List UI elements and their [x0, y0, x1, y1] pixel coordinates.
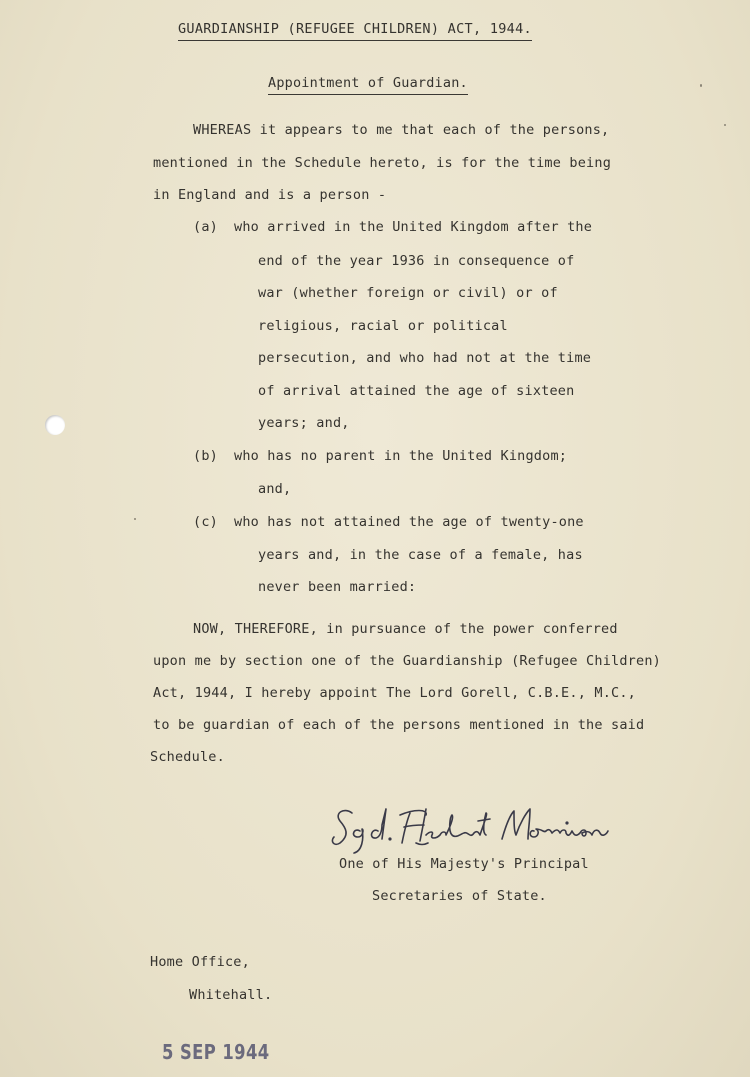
signatory-role-line: Secretaries of State.: [372, 888, 547, 904]
operative-line: to be guardian of each of the persons mentioned in the said: [153, 717, 645, 733]
clause-a-line: war (whether foreign or civil) or of: [258, 285, 558, 301]
address-line: Home Office,: [150, 954, 250, 970]
intro-line: mentioned in the Schedule hereto, is for the time being: [153, 155, 612, 171]
clause-b-marker: (b): [193, 448, 218, 464]
clause-a-line: years; and,: [258, 415, 350, 431]
intro-line: in England and is a person -: [153, 187, 387, 203]
clause-a-marker: (a): [193, 219, 218, 235]
operative-line: NOW, THEREFORE, in pursuance of the power conferred: [193, 621, 618, 637]
date-stamp: 5 SEP 1944: [162, 1040, 270, 1064]
clause-b-line: and,: [258, 481, 292, 497]
clause-a-line: of arrival attained the age of sixteen: [258, 383, 575, 399]
operative-line: Schedule.: [150, 749, 225, 765]
operative-line: Act, 1944, I hereby appoint The Lord Gorell, C.B.E., M.C.,: [153, 685, 637, 701]
paper-speck: [134, 518, 136, 520]
operative-line: upon me by section one of the Guardianship (Refugee Children): [153, 653, 661, 669]
clause-c-line: years and, in the case of a female, has: [258, 547, 583, 563]
clause-c-line: never been married:: [258, 579, 417, 595]
paper-speck: [724, 124, 726, 126]
intro-line: WHEREAS it appears to me that each of the persons,: [193, 122, 610, 138]
clause-a-line: end of the year 1936 in consequence of: [258, 253, 575, 269]
document-title: GUARDIANSHIP (REFUGEE CHILDREN) ACT, 1944.: [178, 23, 532, 41]
clause-a-line: religious, racial or political: [258, 318, 508, 334]
document-subtitle: Appointment of Guardian.: [268, 77, 468, 95]
address-line: Whitehall.: [189, 987, 273, 1003]
clause-c-line: who has not attained the age of twenty-one: [234, 514, 584, 530]
paper-speck: [700, 84, 702, 87]
clause-c-marker: (c): [193, 514, 218, 530]
handwritten-signature: [330, 795, 630, 855]
clause-a-line: persecution, and who had not at the time: [258, 350, 592, 366]
clause-b-line: who has no parent in the United Kingdom;: [234, 448, 568, 464]
signatory-role-line: One of His Majesty's Principal: [339, 856, 589, 872]
punch-hole: [45, 415, 65, 435]
clause-a-line: who arrived in the United Kingdom after the: [234, 219, 593, 235]
